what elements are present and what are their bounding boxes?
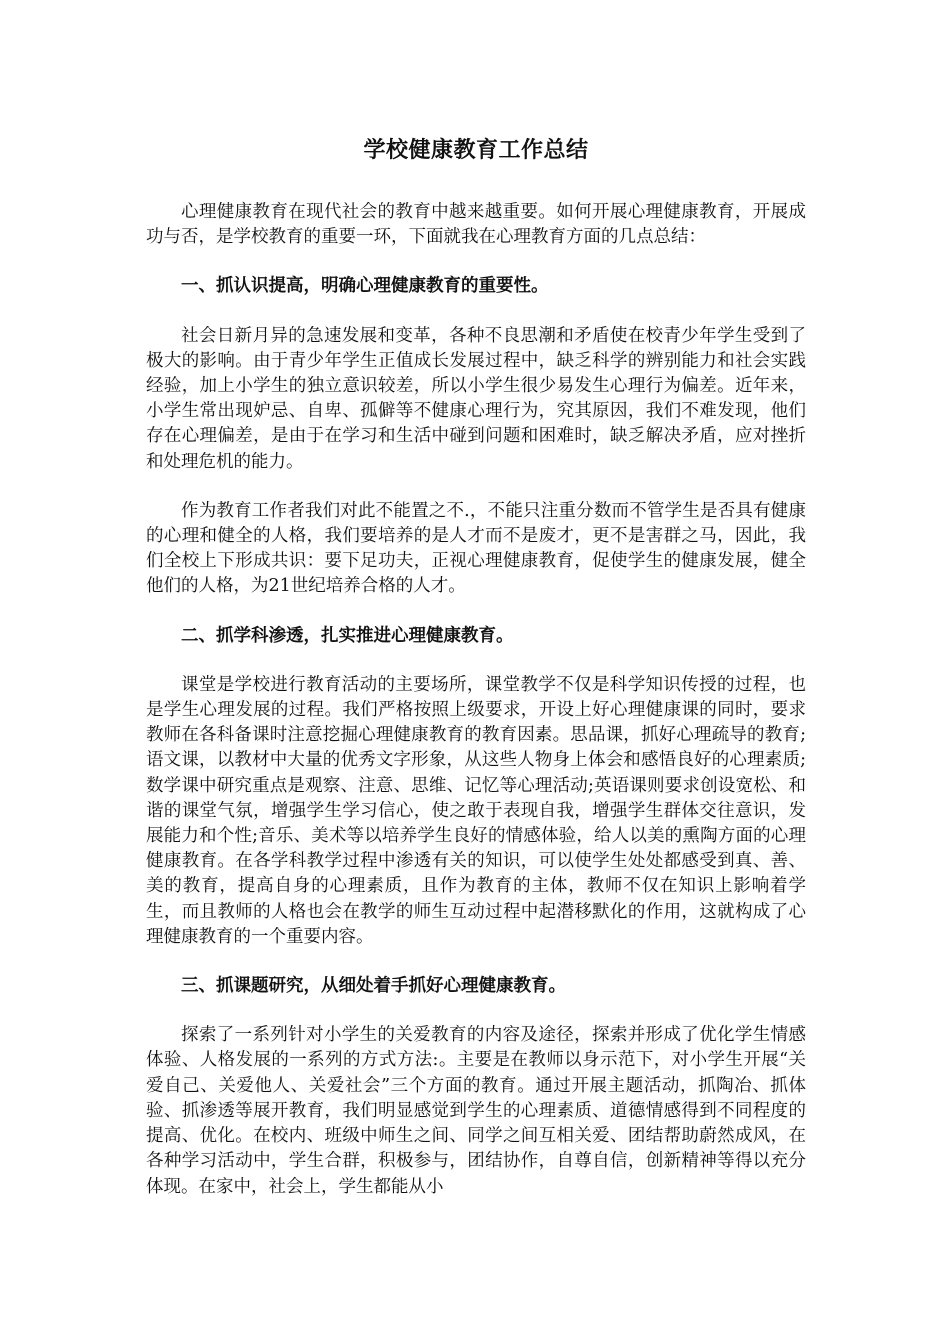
section-1-heading: 一、抓认识提高，明确心理健康教育的重要性。 [181, 276, 549, 297]
section-2-paragraph-1: 课堂是学校进行教育活动的主要场所，课堂教学不仅是科学知识传授的过程，也是学生心理发展的过程。我们严格按照上级要求，开设上好心理健康课的同时，要求教师在各科备课时注意挖掘心理健康教育的教育因素。思品课，抓好心理疏导的教育;语文课，以教材中大量的优秀文字形象，从这些人物身上体会和感悟良好的心理素质;数学课中研究重点是观察、注意、思维、记忆等心理活动;英语课则要求创设宽松、和谐的课堂气氛，增强学生学习信心，使之敢于表现自我，增强学生群体交往意识，发展能力和个性;音乐、美术等以培养学生良好的情感体验，给人以美的熏陶方面的心理健康教育。在各学科教学过程中渗透有关的知识，可以使学生处处都感受到真、善、美的教育，提高自身的心理素质，且作为教育的主体，教师不仅在知识上影响着学生，而且教师的人格也会在教学的师生互动过程中起潜移默化的作用，这就构成了心理健康教育的一个重要内容。 [146, 674, 806, 947]
section-3-paragraph-1: 探索了一系列针对小学生的关爱教育的内容及途径，探索并形成了优化学生情感体验、人格发展的一系列的方式方法:。主要是在教师以身示范下，对小学生开展“关爱自己、关爱他人、关爱社会”三个方面的教育。通过开展主题活动，抓陶冶、抓体验、抓渗透等展开教育，我们明显感觉到学生的心理素质、道德情感得到不同程度的提高、优化。在校内、班级中师生之间、同学之间互相关爱、团结帮助蔚然成风，在各种学习活动中，学生合群，积极参与，团结协作，自尊自信，创新精神等得以充分体现。在家中，社会上，学生都能从小 [146, 1025, 806, 1197]
section-2-heading: 二、抓学科渗透，扎实推进心理健康教育。 [181, 625, 514, 646]
section-3-heading: 三、抓课题研究，从细处着手抓好心理健康教育。 [181, 976, 566, 997]
document-page [146, 128, 806, 1224]
section-1-paragraph-2: 作为教育工作者我们对此不能置之不.，不能只注重分数而不管学生是否具有健康的心理和健全的人格，我们要培养的是人才而不是废才，更不是害群之马，因此，我们全校上下形成共识：要下足功夫，正视心理健康教育，促使学生的健康发展，健全他们的人格，为21世纪培养合格的人才。 [146, 500, 806, 597]
intro-paragraph: 心理健康教育在现代社会的教育中越来越重要。如何开展心理健康教育，开展成功与否，是学校教育的重要一环，下面就我在心理教育方面的几点总结： [146, 202, 806, 248]
section-1-paragraph-1: 社会日新月异的急速发展和变革，各种不良思潮和矛盾使在校青少年学生受到了极大的影响。由于青少年学生正值成长发展过程中，缺乏科学的辨别能力和社会实践经验，加上小学生的独立意识较差，所以小学生很少易发生心理行为偏差。近年来，小学生常出现妒忌、自卑、孤僻等不健康心理行为，究其原因，我们不难发现，他们存在心理偏差，是由于在学习和生活中碰到问题和困难时，缺乏解决矛盾，应对挫折和处理危机的能力。 [146, 325, 806, 472]
document-title: 学校健康教育工作总结 [363, 137, 589, 163]
